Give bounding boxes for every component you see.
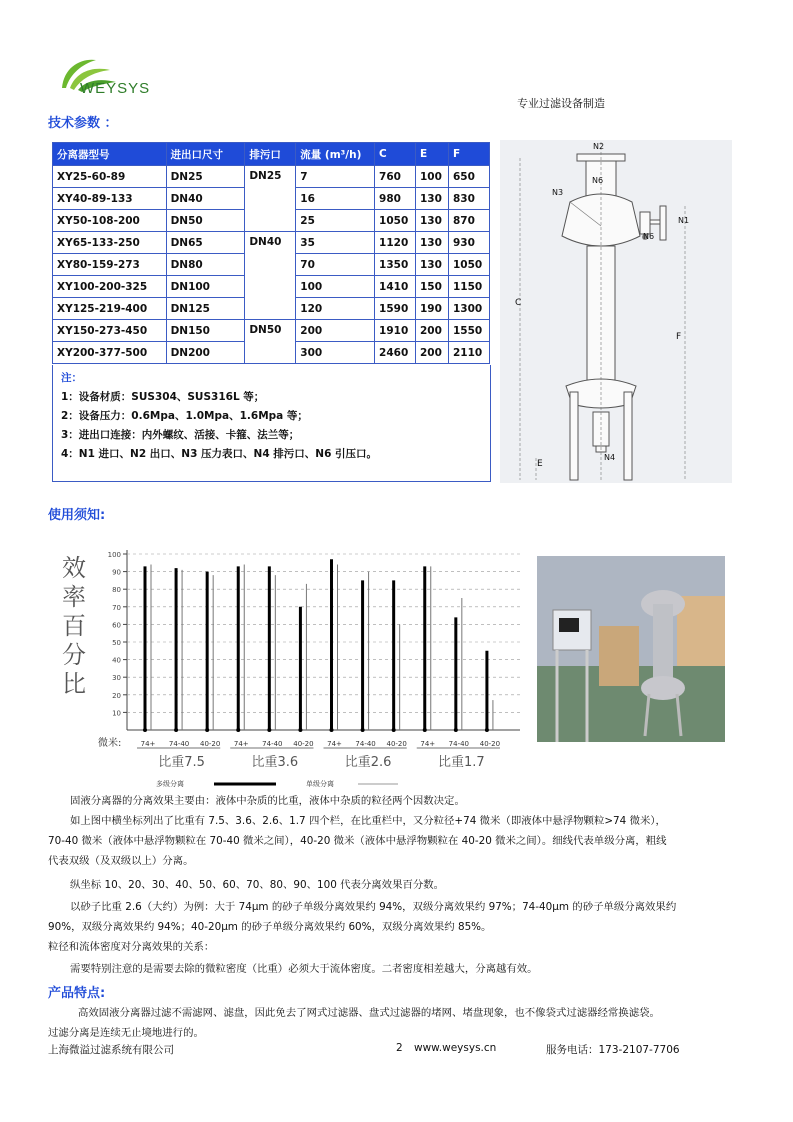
legend-single-label: 单级分离: [306, 780, 334, 788]
tech-params-heading: 技术参数 ：: [48, 116, 118, 131]
x-tick-label: 74+: [233, 740, 249, 748]
cell-flow: 16: [296, 188, 375, 210]
drawing-label-e: E: [537, 459, 543, 469]
notes-title: 注：: [61, 372, 82, 384]
cell-f: 1300: [448, 298, 489, 320]
bar-base-dot: [236, 728, 240, 732]
x-tick-label: 40-20: [293, 740, 314, 748]
cell-f: 870: [448, 210, 489, 232]
cell-f: 650: [448, 166, 489, 188]
x-tick-label: 74-40: [262, 740, 283, 748]
x-tick-label: 74-40: [355, 740, 376, 748]
bar-base-dot: [392, 728, 396, 732]
cell-c: 980: [375, 188, 416, 210]
drawing-label-n3: N3: [552, 188, 564, 197]
legend-multi-label: 多级分离: [156, 780, 184, 788]
bar-base-dot: [423, 728, 427, 732]
col-inout: 进出口尺寸: [166, 143, 245, 166]
cell-flow: 200: [296, 320, 375, 342]
cell-drain: DN40: [245, 232, 296, 320]
cell-drain: DN50: [245, 320, 296, 364]
paragraph-8: 粒径和流体密度对分离效果的关系：: [48, 941, 215, 953]
cell-c: 1120: [375, 232, 416, 254]
table-row: [53, 320, 490, 342]
drawing-label-n4: N4: [604, 453, 616, 462]
bar-chart-svg: [52, 540, 522, 790]
notes-box: [52, 365, 491, 482]
y-tick-label: 100: [107, 551, 121, 559]
cell-c: 1590: [375, 298, 416, 320]
y-tick-label: 30: [112, 674, 121, 683]
x-tick-label: 74-40: [448, 740, 470, 748]
bar-base-dot: [143, 728, 147, 732]
table-row: [53, 232, 490, 254]
cell-f: 1050: [448, 254, 489, 276]
x-tick-label: 40-20: [386, 740, 407, 748]
footer-company: 上海微溢过滤系统有限公司: [48, 1044, 174, 1056]
cell-inout: DN200: [166, 342, 245, 364]
paragraph-9: 需要特别注意的是需要去除的微粒密度（比重）必须大于流体密度。二者密度相差越大，分离越有效。: [70, 963, 538, 975]
cell-e: 100: [416, 166, 449, 188]
bar-base-dot: [485, 728, 489, 732]
company-logo: [52, 52, 172, 102]
cell-inout: DN80: [166, 254, 245, 276]
logo-text: WEYSYS: [80, 80, 151, 97]
cell-model: XY50-108-200: [53, 210, 167, 232]
drawing-label-n1: N1: [678, 216, 690, 225]
paragraph-10: 高效固液分离器过滤不需滤网、滤盘，因此免去了网式过滤器、盘式过滤器的堵网、堵盘现象，也不像袋式过滤器经常换滤袋。: [78, 1007, 660, 1019]
x-tick-label: 40-20: [479, 740, 501, 748]
cell-c: 760: [375, 166, 416, 188]
bar-base-dot: [205, 728, 209, 732]
chart-ylabel: 效率百分比: [62, 554, 86, 698]
cell-flow: 120: [296, 298, 375, 320]
x-tick-label: 74+: [140, 740, 156, 748]
cell-f: 2110: [448, 342, 489, 364]
paragraph-7: 90%，双级分离效果约 94%；40-20μm 的砂子单级分离效果约 60%，双级分离效果约 85%。: [48, 921, 492, 933]
drawing-label-f: F: [676, 332, 682, 342]
tagline: 专业过滤设备制造: [517, 97, 605, 110]
separator-drawing: [500, 140, 732, 483]
equipment-photo: [537, 556, 725, 742]
cell-flow: 100: [296, 276, 375, 298]
cell-flow: 35: [296, 232, 375, 254]
x-unit-label: 微米:: [98, 738, 122, 749]
bar-base-dot: [174, 728, 178, 732]
cell-model: XY125-219-400: [53, 298, 167, 320]
cell-model: XY65-133-250: [53, 232, 167, 254]
cell-model: XY25-60-89: [53, 166, 167, 188]
x-tick-label: 40-20: [199, 740, 221, 748]
y-tick-label: 70: [112, 603, 121, 612]
cell-c: 2460: [375, 342, 416, 364]
cell-e: 150: [416, 276, 449, 298]
footer-website[interactable]: www.weysys.cn: [414, 1042, 497, 1054]
note-item: 4：N1 进口、N2 出口、N3 压力表口、N4 排污口、N6 引压口。: [61, 448, 378, 460]
cell-e: 130: [416, 210, 449, 232]
bar-base-dot: [454, 728, 458, 732]
cell-inout: DN125: [166, 298, 245, 320]
cell-inout: DN65: [166, 232, 245, 254]
x-tick-label: 74-40: [168, 740, 190, 748]
cell-flow: 7: [296, 166, 375, 188]
bar-base-dot: [361, 728, 365, 732]
col-c: C: [375, 143, 416, 166]
y-tick-label: 40: [112, 656, 121, 665]
cell-f: 830: [448, 188, 489, 210]
bar-base-dot: [298, 728, 302, 732]
col-drain: 排污口: [245, 143, 296, 166]
cell-c: 1410: [375, 276, 416, 298]
col-flow: 流量 (m³/h): [296, 143, 375, 166]
cell-model: XY80-159-273: [53, 254, 167, 276]
cell-e: 130: [416, 254, 449, 276]
cell-inout: DN150: [166, 320, 245, 342]
cell-c: 1350: [375, 254, 416, 276]
col-e: E: [416, 143, 449, 166]
cell-c: 1910: [375, 320, 416, 342]
cell-flow: 70: [296, 254, 375, 276]
col-f: F: [448, 143, 489, 166]
cell-f: 1550: [448, 320, 489, 342]
y-tick-label: 60: [112, 621, 121, 630]
features-heading: 产品特点:: [48, 986, 106, 1001]
cell-flow: 25: [296, 210, 375, 232]
cell-c: 1050: [375, 210, 416, 232]
cell-inout: DN40: [166, 188, 245, 210]
cell-e: 130: [416, 188, 449, 210]
cell-model: XY40-89-133: [53, 188, 167, 210]
drawing-label-n6: N6: [643, 232, 655, 241]
paragraph-1: 固液分离器的分离效果主要由：液体中杂质的比重，液体中杂质的粒径两个因数决定。: [70, 795, 465, 807]
drawing-label-c: C: [515, 298, 522, 308]
x-tick-label: 74+: [327, 740, 342, 748]
drawing-label-n2: N2: [593, 142, 605, 151]
cell-f: 1150: [448, 276, 489, 298]
note-item: 1：设备材质：SUS304、SUS316L 等；: [61, 391, 265, 403]
bar-base-dot: [330, 728, 334, 732]
group-label: 比重2.6: [344, 755, 392, 770]
drawing-label-n6-top: N6: [592, 176, 604, 185]
cell-inout: DN100: [166, 276, 245, 298]
paragraph-11: 过滤分离是连续无止境地进行的。: [48, 1027, 204, 1039]
table-row: [53, 166, 490, 188]
cell-f: 930: [448, 232, 489, 254]
bar-base-dot: [267, 728, 271, 732]
y-tick-label: 10: [112, 709, 121, 718]
cell-e: 200: [416, 342, 449, 364]
group-label: 比重1.7: [438, 755, 485, 770]
spec-table: [52, 142, 490, 364]
paragraph-3: 70-40 微米（液体中悬浮物颗粒在 70-40 微米之间），40-20 微米（液体中悬浮物颗粒在 40-20 微米之间）。细线代表单级分离，粗线: [48, 835, 667, 847]
footer-page-number: 2: [396, 1042, 403, 1054]
paragraph-4: 代表双级（及双级以上）分离。: [48, 855, 194, 867]
y-tick-label: 20: [112, 691, 121, 700]
paragraph-6: 以砂子比重 2.6（大约）为例：大于 74μm 的砂子单级分离效果约 94%，双级分离效果约 97%；74-40μm 的砂子单级分离效果约: [70, 901, 677, 913]
footer-phone: 服务电话：173-2107-7706: [546, 1044, 680, 1056]
cell-inout: DN50: [166, 210, 245, 232]
group-label: 比重7.5: [158, 755, 205, 770]
y-tick-label: 50: [112, 639, 121, 647]
cell-model: XY150-273-450: [53, 320, 167, 342]
cell-model: XY200-377-500: [53, 342, 167, 364]
cell-e: 200: [416, 320, 449, 342]
cell-inout: DN25: [166, 166, 245, 188]
note-item: 2：设备压力：0.6Mpa、1.0Mpa、1.6Mpa 等；: [61, 410, 308, 422]
cell-drain: DN25: [245, 166, 296, 232]
cell-e: 190: [416, 298, 449, 320]
cell-flow: 300: [296, 342, 375, 364]
cell-model: XY100-200-325: [53, 276, 167, 298]
y-tick-label: 90: [112, 568, 121, 577]
x-tick-label: 74+: [420, 740, 436, 748]
cell-e: 130: [416, 232, 449, 254]
separator-schematic-icon: [500, 140, 732, 483]
col-model: 分离器型号: [53, 143, 167, 166]
paragraph-5: 纵坐标 10、20、30、40、50、60、70、80、90、100 代表分离效果百分数。: [70, 879, 445, 891]
note-item: 3：进出口连接：内外螺纹、活接、卡箍、法兰等；: [61, 429, 300, 441]
usage-heading: 使用须知:: [48, 508, 106, 523]
efficiency-chart: [52, 540, 522, 790]
spec-table-header: [53, 143, 490, 166]
equipment-photo-icon: [537, 556, 725, 742]
group-label: 比重3.6: [251, 755, 299, 770]
y-tick-label: 80: [112, 586, 121, 595]
paragraph-2: 如上图中横坐标列出了比重有 7.5、3.6、2.6、1.7 四个栏，在比重栏中，又分粒径+74 微米（即液体中悬浮物颗粒>74 微米），: [70, 815, 666, 827]
